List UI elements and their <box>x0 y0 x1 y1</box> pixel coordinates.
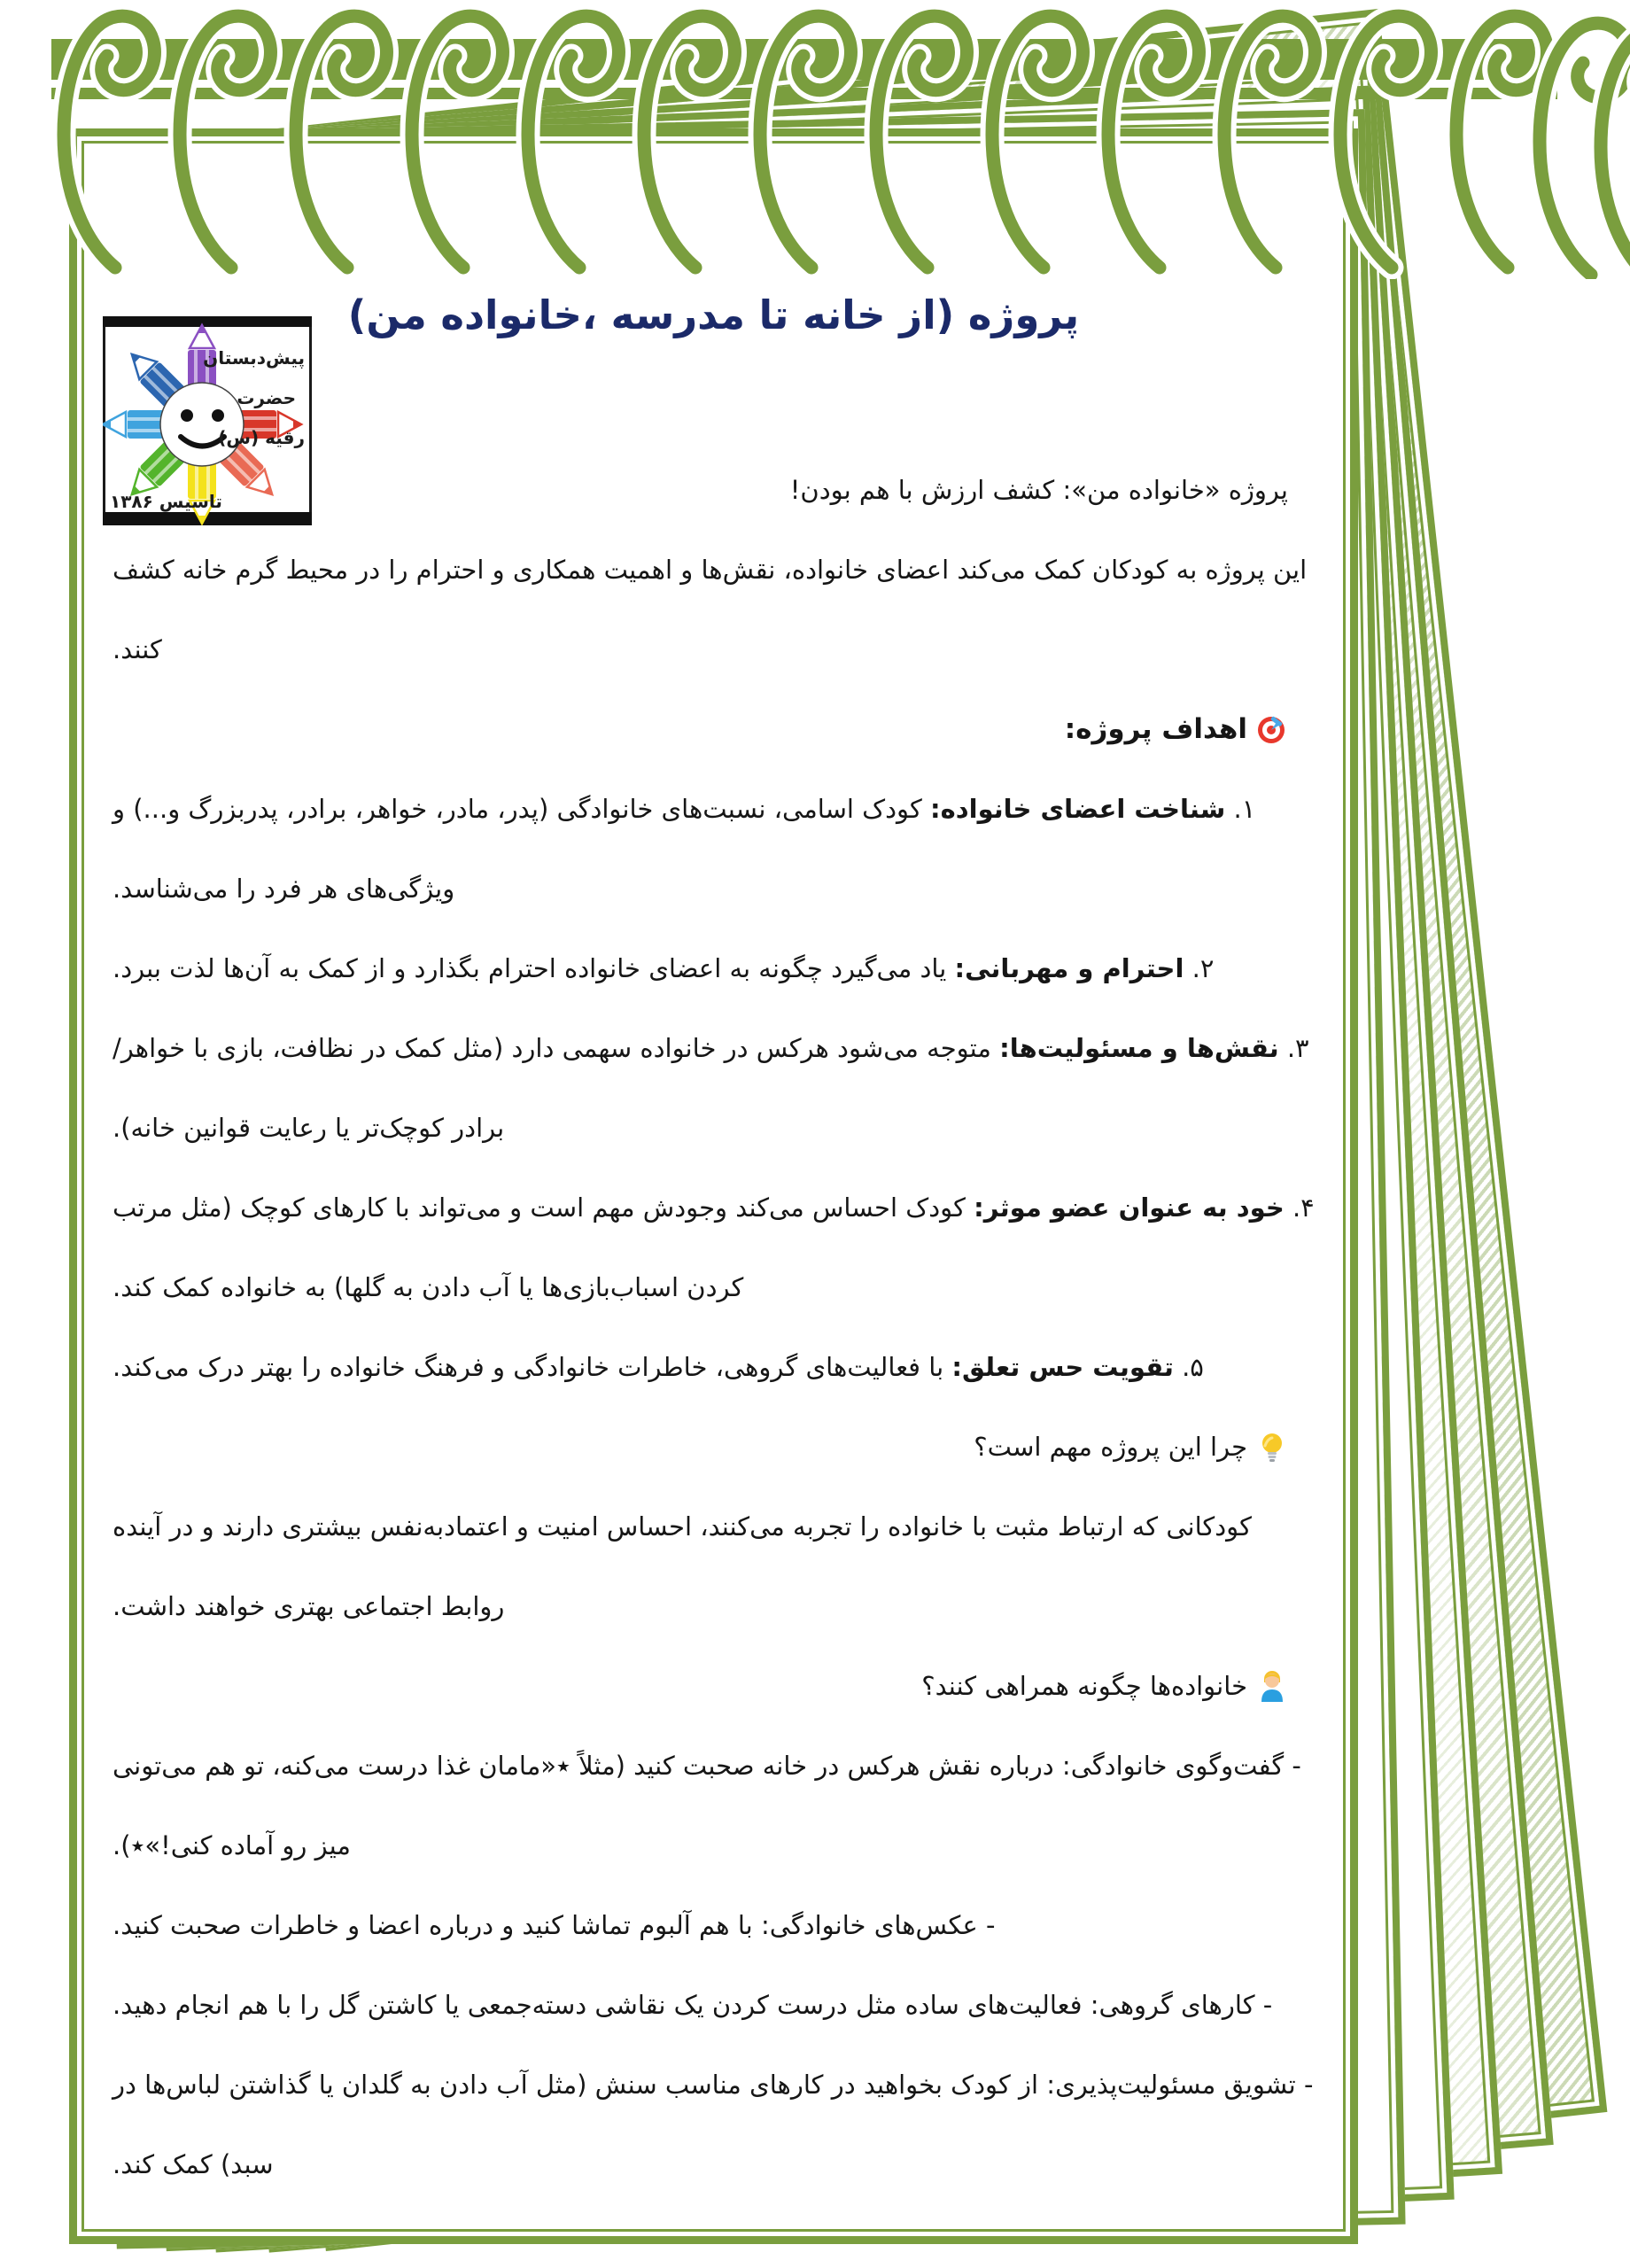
goal-number: ۵. <box>1182 1352 1204 1382</box>
how-item-4: - تشویق مسئولیت‌پذیری: از کودک بخواهید در کارهای مناسب سنش (مثل آب دادن به گلدان یا گذاشتن لباس‌ها در سبد) کمک کند. <box>113 2070 1314 2179</box>
goal-number: ۴. <box>1292 1192 1315 1223</box>
person-icon <box>1256 1653 1288 1685</box>
bulb-icon <box>1256 1414 1288 1446</box>
goal-number: ۱. <box>1233 794 1256 824</box>
goal-item-2 <box>113 928 1315 1008</box>
logo-text-line2: حضرت <box>237 387 296 408</box>
logo-established: تاسیس ۱۳۸۶ <box>110 491 222 512</box>
target-icon <box>1256 696 1288 728</box>
goal-lead: خود به عنوان عضو موثر: <box>974 1192 1285 1223</box>
goal-item-1 <box>113 769 1315 928</box>
how-item-2: - عکس‌های خانوادگی: با هم آلبوم تماشا کنید و درباره اعضا و خاطرات صحبت کنید. <box>113 1910 996 1940</box>
goal-item-5 <box>113 1327 1315 1407</box>
school-logo <box>103 316 312 525</box>
goal-number: ۳. <box>1286 1033 1309 1063</box>
goal-item-4 <box>113 1168 1315 1327</box>
goal-text: یاد می‌گیرد چگونه به اعضای خانواده احترام بگذارد و از کمک به آن‌ها لذت ببرد. <box>113 953 947 983</box>
goal-text: کودک احساس می‌کند وجودش مهم است و می‌تواند با کارهای کوچک (مثل مرتب کردن اسباب‌بازی‌ها یا آب دادن به گلها) به خانواده کمک کند. <box>113 1192 966 1302</box>
goal-lead: احترام و مهربانی: <box>954 953 1184 983</box>
heading-how: خانواده‌ها چگونه همراهی کنند؟ <box>113 1646 1315 1726</box>
tagline: پروژه «خانواده من»: کشف ارزش با هم بودن! <box>789 475 1288 505</box>
heading-goals: اهداف پروژه: <box>113 689 1315 769</box>
goal-lead: شناخت اعضای خانواده: <box>930 794 1226 824</box>
logo-text-line3: رقیه (س) <box>218 427 305 448</box>
goal-lead: تقویت حس تعلق: <box>951 1352 1174 1382</box>
goal-number: ۲. <box>1191 953 1215 983</box>
intro-paragraph: این پروژه به کودکان کمک می‌کند اعضای خانواده، نقش‌ها و اهمیت همکاری و احترام را در محیط گرم خانه کشف کنند. <box>113 555 1308 664</box>
why-paragraph: کودکانی که ارتباط مثبت با خانواده را تجربه می‌کنند، احساس امنیت و اعتمادبه‌نفس بیشتری دارند و در آینده روابط اجتماعی بهتری خواهند داشت. <box>113 1511 1252 1621</box>
page-title: پروژه (از خانه تا مدرسه ،خانواده من) <box>347 291 1080 338</box>
goal-text: کودک اسامی، نسبت‌های خانوادگی (پدر، مادر، خواهر، برادر، پدربزرگ و...) و ویژگی‌های هر فرد را می‌شناسد. <box>113 794 922 904</box>
smiley-face <box>160 383 244 466</box>
goal-text: با فعالیت‌های گروهی، خاطرات خانوادگی و فرهنگ خانواده را بهتر درک می‌کند. <box>113 1352 944 1382</box>
heading-why: چرا این پروژه مهم است؟ <box>113 1407 1315 1487</box>
logo-text-line1: پیش‌دبستان <box>203 347 305 369</box>
goal-text: متوجه می‌شود هرکس در خانواده سهمی دارد (مثل کمک در نظافت، بازی با خواهر/برادر کوچک‌تر یا رعایت قوانین خانه). <box>113 1033 991 1143</box>
goal-item-3 <box>113 1008 1315 1168</box>
how-item-1: - گفت‌وگوی خانوادگی: درباره نقش هرکس در خانه صحبت کنید (مثلاً ٭«مامان غذا درست می‌کنه، تو هم می‌تونی میز رو آماده کنی!»٭). <box>113 1751 1301 1860</box>
how-item-3: - کارهای گروهی: فعالیت‌های ساده مثل درست کردن یک نقاشی دسته‌جمعی یا کاشتن گل را با هم انجام دهید. <box>113 1990 1273 2020</box>
logo-top-bar <box>103 316 312 327</box>
goal-lead: نقش‌ها و مسئولیت‌ها: <box>999 1033 1279 1063</box>
